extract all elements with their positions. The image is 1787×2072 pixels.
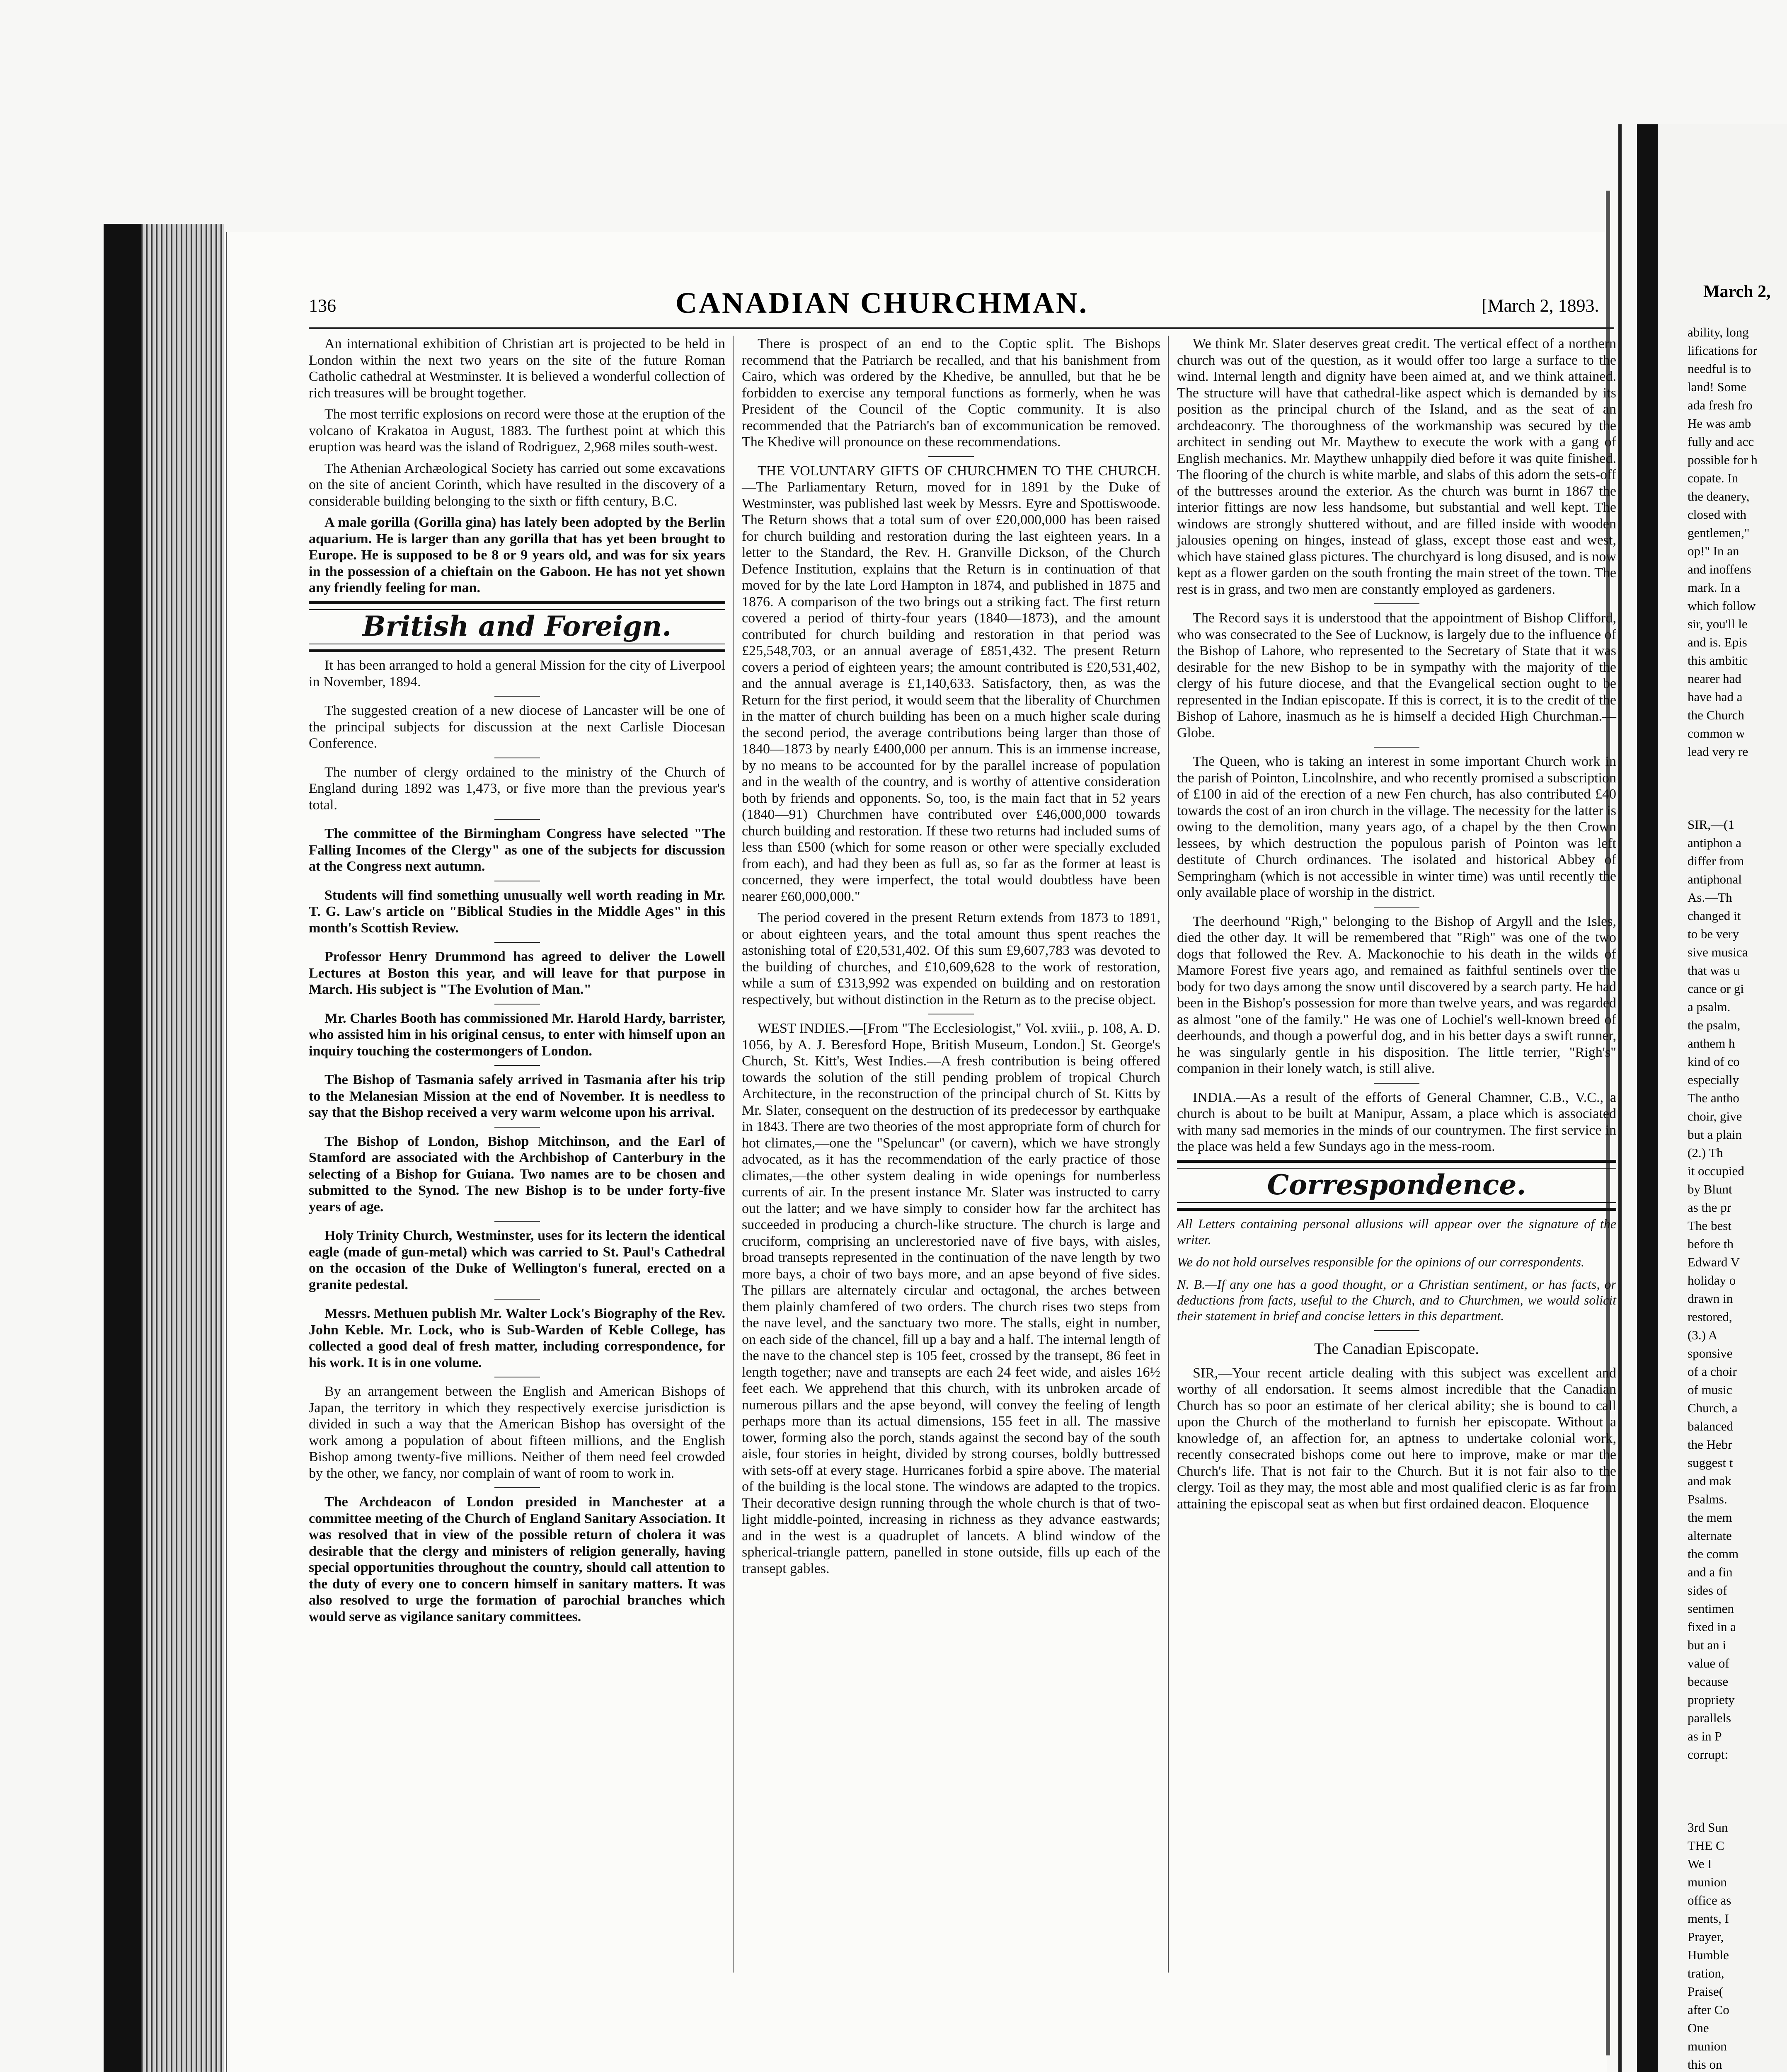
- section-title-british-and-foreign: British and Foreign.: [362, 610, 672, 642]
- paragraph: WEST INDIES.—[From "The Ecclesiologist," Vol. xviii., p. 108, A. D. 1056, by A. J. Beresford Hope, British Museum, London.] St. George's Church, St. Kitt's, West Indies.—A fresh contribution is being offered towards the solution of the still pending problem of tropical Church Architecture, in the reconstruction of the principal church of St. Kitts by Mr. Slater, consequent on the destruction of its predecessor by earthquake in 1843. There are two theories of the most appropriate form of church for hot climates,—one the "Speluncar" (or cavern), which we have strongly advocated, as it has the recommendation of the early practice of those climates,—the other system dealing in wide openings for numberless currents of air. In the present instance Mr. Slater was instructed to carry out the latter; and we have simply to consider how far the architect has succeeded in producing a church-like structure. The church is large and cruciform, comprising an unclerestoried nave of five bays, with aisles, broad transepts represented in the continuation of the nave length by two more bays, a choir of two bays more, and an apse beyond of five sides. The pillars are alternately circular and octagonal, the arches between them plainly chamfered of two orders. The church rises two steps from the nave level, and the sanctuary two more. The stalls, eight in number, on each side of the chancel, fill up a bay and a half. The internal length of the nave to the chancel step is 105 feet, crossed by the transept, 86 feet in length together; nave and transepts are each 24 feet wide, and aisles 16½ feet each. We apprehend that this church, with its unbroken arcade of numerous pillars and the apse beyond, will convey the feeling of length perhaps more than its actual dimensions, 155 feet in all. The massive tower, forming also the porch, stands against the second bay of the south aisle, four stories in height, divided by strong courses, boldly buttressed with sets-off at every stage. Hurricanes forbid a spire above. The material of the building is the local stone. The windows are adapted to the tropics. Their decorative design running through the whole church is that of two-light middle-pointed, increasing in richness as they advance eastwards; and in the west is a quadruplet of lancets. A blind window of the spherical-triangle pattern, panelled in stone outside, fills up each of the transept gables.: [742, 1021, 1160, 1576]
- item-separator: [494, 942, 540, 943]
- section-rule: [1177, 1208, 1616, 1211]
- news-item: By an arrangement between the English and American Bishops of Japan, the territory in which they respectively exercise jurisdiction is divided in such a way that the American Bishop has oversight of the work among a population of about fifteen millions, and the English Bishop among twenty-five millions. Neither of them need feel crowded by the other, we fancy, nor complain of want of room to work in.: [309, 1384, 725, 1481]
- section-title-correspondence: Correspondence.: [1267, 1168, 1526, 1201]
- column-2: [742, 336, 1160, 1582]
- issue-date: [March 2, 1893.: [1482, 295, 1599, 316]
- news-item: The Bishop of London, Bishop Mitchinson, and the Earl of Stamford are associated with the Archbishop of Canterbury in the selecting of a Bishop for Guiana. Two names are to be chosen and submitted to the Synod. The new Bishop is to be under forty-five years of age.: [309, 1133, 725, 1215]
- editorial-notice: All Letters containing personal allusions will appear over the signature of the writer.: [1177, 1216, 1616, 1247]
- news-item: The Archdeacon of London presided in Manchester at a committee meeting of the Church of England Sanitary Association. It was resolved that in view of the possible return of cholera it was desirable that the clergy and ministers of religion generally, having special opportunities throughout the country, should call attention to the duty of every one to concern himself in sanitary matters. It was also resolved to urge the formation of parochial branches which would serve as vigilance sanitary committees.: [309, 1494, 725, 1624]
- item-separator: [1374, 1083, 1419, 1084]
- book-spine-shadow: [104, 224, 141, 2072]
- item-separator: [494, 1299, 540, 1300]
- letter-body: SIR,—Your recent article dealing with this subject was excellent and worthy of all endorsation. It seems almost incredible that the Canadian Church has so poor an estimate of her clerical ability; she is bound to call upon the Church of the motherland to furnish her episcopate. Without a knowledge of, an affection for, an aptness to undertake colonial work, recently consecrated bishops come out here to improve, make or mar the Church's life. That is not fair to the Church. But it is not fair also to the clergy. Toil as they may, the most able and most qualified cleric is as far from attaining the episcopal seat as when but first ordained deacon. Eloquence: [1177, 1365, 1616, 1512]
- paragraph: The deerhound "Righ," belonging to the Bishop of Argyll and the Isles, died the other day. It will be remembered that "Righ" was one of the two dogs that followed the Rev. A. Mackonochie to his death in the wilds of Mamore Forest five years ago, and remained as faithful sentinels over the body for two days among the snow until discovered by a search party. He had been in the Bishop's possession for more than twelve years, and was regarded as almost "one of the family." He was one of Lochiel's well-known breed of deerhounds, and though a powerful dog, and in his better days a swift runner, he was singularly gentle in his disposition. The little terrier, "Righ's" companion in their lonely watch, is still alive.: [1177, 913, 1616, 1076]
- header-rule: [309, 327, 1614, 329]
- news-item: Professor Henry Drummond has agreed to deliver the Lowell Lectures at Boston this year, and will leave for that purpose in March. His subject is "The Evolution of Man.": [309, 949, 725, 997]
- paragraph: A male gorilla (Gorilla gina) has lately been adopted by the Berlin aquarium. He is larger than any gorilla that has yet been brought to Europe. He is supposed to be 8 or 9 years old, and was for six years in the possession of a chieftain on the Gaboon. He has not yet shown any friendly feeling for man.: [309, 515, 725, 595]
- item-separator: [494, 1487, 540, 1488]
- item-separator: [1374, 907, 1419, 908]
- masthead-title: CANADIAN CHURCHMAN.: [676, 286, 1088, 320]
- letter-title: The Canadian Episcopate.: [1314, 1340, 1479, 1358]
- gutter-shadow: [1637, 124, 1658, 2072]
- news-item: It has been arranged to hold a general Mission for the city of Liverpool in November, 1894.: [309, 658, 725, 690]
- item-separator: [494, 1065, 540, 1066]
- column-divider: [1168, 336, 1169, 1973]
- news-item: The committee of the Birmingham Congress have selected "The Falling Incomes of the Clergy" as one of the subjects for discussion at the Congress next autumn.: [309, 826, 725, 874]
- item-separator: [494, 1004, 540, 1005]
- item-separator: [494, 1127, 540, 1128]
- paragraph: We think Mr. Slater deserves great credit. The vertical effect of a northern church was out of the question, as it would offer too large a surface to the wind. Internal length and dignity have been aimed at, and we think attained. The structure will have that cathedral-like aspect which is demanded by its position as the principal church of the Island, and as the seat of an archdeaconry. The thoroughness of the workmanship was secured by the architect in sending out Mr. Maythew to execute the work with a gang of English mechanics. Mr. Maythew unhappily died before it was quite finished. The flooring of the church is white marble, and slabs of this adorn the sets-off of the buttresses around the exterior. As the church was burnt in 1867 the interior fittings are now less handsome, but substantial and well kept. The windows are strongly shuttered without, and are filled inside with wooden jalousies opening on hinges, instead of glass, except those east and west, which have stained glass pictures. The churchyard is long disused, and is now kept as a flower garden on the south fronting the main street of the town. The rest is in grass, and two men are constantly employed as gardeners.: [1177, 336, 1616, 597]
- page-stack-edges: [141, 224, 224, 2072]
- paragraph: The most terrific explosions on record were those at the eruption of the volcano of Krakatoa in August, 1883. The furthest point at which this eruption was heard was the island of Rodriguez, 2,968 miles south-west.: [309, 407, 725, 455]
- item-separator: [494, 1221, 540, 1222]
- section-rule: [1177, 1202, 1616, 1203]
- gutter-line: [1618, 124, 1622, 2072]
- column-divider: [733, 336, 734, 1973]
- paragraph: THE VOLUNTARY GIFTS OF CHURCHMEN TO THE CHURCH.—The Parliamentary Return, moved for in 1891 by the Duke of Westminster, was published last week by Messrs. Eyre and Spottiswoode. The Return shows that a total sum of over £20,000,000 has been raised for church building and restoration during the last eighteen years. In a letter to the Standard, the Rev. H. Granville Dickson, of the Church Defence Institution, explains that the Return is in continuation of that moved for by the late Lord Hampton in 1874, and published in 1875 and 1876. A comparison of the two brings out a striking fact. The first return covered a period of thirty-four years (1840—1873), and the amount contributed for church building and restoration in that period was £25,548,703, or an annual average of £851,432. The present Return covers a period of eighteen years; the amount contributed is £20,531,402, and the annual average is £1,140,633. Satisfactory, then, as was the Return for the first period, it would seem that the liberality of Churchmen in the matter of church building has been on a much higher scale during the second period, the average contributions being larger than those of 1840—1873 by nearly £400,000 per annum. This is an immense increase, by no means to be accounted for by the parallel increase of population and in the wealth of the country, and is worthy of attentive consideration both by friends and opponents. So, too, is the main fact that in 52 years (1840—91) Churchmen have contributed over £46,000,000 towards church building and restoration. If these two returns had included sums of less than £500 (which for some reason or other were specially excluded from each), and had they been as full as, so far as the former at least is concerned, they were imperfect, the total would doubtless have been nearer £60,000,000.": [742, 463, 1160, 904]
- news-item: Students will find something unusually well worth reading in Mr. T. G. Law's article on "Biblical Studies in the Middle Ages" in this month's Scottish Review.: [309, 887, 725, 936]
- section-rule: [309, 649, 725, 652]
- news-item: The Bishop of Tasmania safely arrived in Tasmania after his trip to the Melanesian Mission at the end of November. It is needless to say that the Bishop received a very warm welcome upon his arrival.: [309, 1072, 725, 1120]
- editorial-notice: We do not hold ourselves responsible for the opinions of our correspondents.: [1177, 1254, 1585, 1269]
- paragraph: An international exhibition of Christian art is projected to be held in London within the next two years on the site of the future Roman Catholic cathedral at Westminster. It is believed a wonderful collection of rich treasures will be brought together.: [309, 336, 725, 401]
- column-1: [309, 336, 725, 1630]
- news-item: Mr. Charles Booth has commissioned Mr. Harold Hardy, barrister, who assisted him in his original census, to enter with himself upon an inquiry touching the costermongers of London.: [309, 1010, 725, 1059]
- news-item: The suggested creation of a new diocese of Lancaster will be one of the principal subjects for discussion at the next Carlisle Diocesan Conference.: [309, 703, 725, 751]
- item-separator: [1374, 1330, 1419, 1331]
- facing-page-header: March 2,: [1703, 282, 1771, 301]
- news-item: Holy Trinity Church, Westminster, uses for its lectern the identical eagle (made of gun-metal) which was carried to St. Paul's Cathedral on the occasion of the Duke of Wellington's funeral, erected on a granite pedestal.: [309, 1228, 725, 1293]
- facing-page-fragment: [1658, 124, 1787, 2072]
- facing-page-text: ability, long lifications for needful is to land! Some ada fresh fro He was amb fully and acc possible for h copate. In the deanery, closed with gentlemen," op!" In an and inoffens mark. In a which follow sir, you'll le and is. Epis this ambitic nearer had have had a the Church common w lead very re SIR,—(1 antiphon a differ from antiphonal As.—Th changed it to be very sive musica that was u cance or gi a psalm. the psalm, anthem h kind of co especially The antho choir, give but a plain (2.) Th it occupied by Blunt as the pr The best before th Edward V holiday o drawn in restored, (3.) A sponsive of a choir of music Church, a balanced the Hebr suggest t and mak Psalms. the mem alternate the comm and a fin sides of sentimen fixed in a but an i value of because propriety parallels as in P corrupt: 3rd Sun THE C We I munion office as ments, I Prayer, Humble tration, Praise( after Co One munion this on: [1688, 325, 1758, 2072]
- paragraph: The Queen, who is taking an interest in some important Church work in the parish of Pointon, Lincolnshire, and who recently promised a subscription of £100 in aid of the erection of a new Fen church, has also contributed £40 towards the cost of an iron church in the village. The necessity for the latter is owing to the demolition, many years ago, of a chapel by the then Crown lessees, by which destruction the populous parish of Pointon was left destitute of Church ordinances. The isolated and historical Abbey of Sempringham (which is not accessible in winter time) was until recently the only available place of worship in the district.: [1177, 754, 1616, 900]
- section-rule: [309, 601, 725, 604]
- section-rule: [1177, 1160, 1616, 1163]
- paragraph: There is prospect of an end to the Coptic split. The Bishops recommend that the Patriarch be recalled, and that his banishment from Cairo, which was ordered by the Khedive, be annulled, but that he be forbidden to exercise any temporal functions as formerly, when he was President of the Council of the Coptic community. It is also recommended that the Patriarch's ban of excommunication be removed. The Khedive will pronounce on these recommendations.: [742, 336, 1160, 450]
- item-separator: [494, 819, 540, 820]
- paragraph: The Athenian Archæological Society has carried out some excavations on the site of ancient Corinth, which have resulted in the discovery of a considerable building belonging to the sixth or fifth century, B.C.: [309, 460, 725, 509]
- paragraph: INDIA.—As a result of the efforts of General Chamner, C.B., V.C., a church is about to be built at Manipur, Assam, a place which is associated with many sad memories in the minds of our countrymen. The first service in the place was held a few Sundays ago in the mess-room.: [1177, 1089, 1616, 1154]
- editorial-notice: N. B.—If any one has a good thought, or a Christian sentiment, or has facts, or deductions from facts, useful to the Church, and to Churchmen, we would solicit their statement in brief and concise letters in this department.: [1177, 1277, 1616, 1323]
- page-number: 136: [309, 295, 336, 316]
- news-item: Messrs. Methuen publish Mr. Walter Lock's Biography of the Rev. John Keble. Mr. Lock, who is Sub-Warden of Keble College, has collected a good deal of fresh matter, including correspondence, for his work. It is in one volume.: [309, 1306, 725, 1370]
- paragraph: The period covered in the present Return extends from 1873 to 1891, or about eighteen years, and the total amount thus spent reaches the astonishing total of £20,531,402. Of this sum £9,607,783 was devoted to the building of churches, and £10,609,628 to the work of restoration, while a sum of £313,992 was expended on building and on restoration respectively, but without distinction in the Return as to the precise object.: [742, 910, 1160, 1007]
- item-separator: [928, 456, 974, 457]
- column-3: [1177, 336, 1616, 1517]
- paragraph: The Record says it is understood that the appointment of Bishop Clifford, who was consecrated to the See of Lucknow, is largely due to the influence of the Bishop of Lahore, who represented to the Secretary of State that it was desirable for the new Bishop to be in sympathy with the majority of the clergy of his future diocese, and that the Evangelical section ought to be represented in the Indian episcopate. If this is correct, it is to the credit of the Bishop of Lahore, inasmuch as he is himself a decided High Churchman.—Globe.: [1177, 610, 1616, 741]
- news-item: The number of clergy ordained to the ministry of the Church of England during 1892 was 1,473, or five more than the previous year's total.: [309, 764, 725, 813]
- item-separator: [1374, 747, 1419, 748]
- item-separator: [1374, 603, 1419, 604]
- item-separator: [494, 696, 540, 697]
